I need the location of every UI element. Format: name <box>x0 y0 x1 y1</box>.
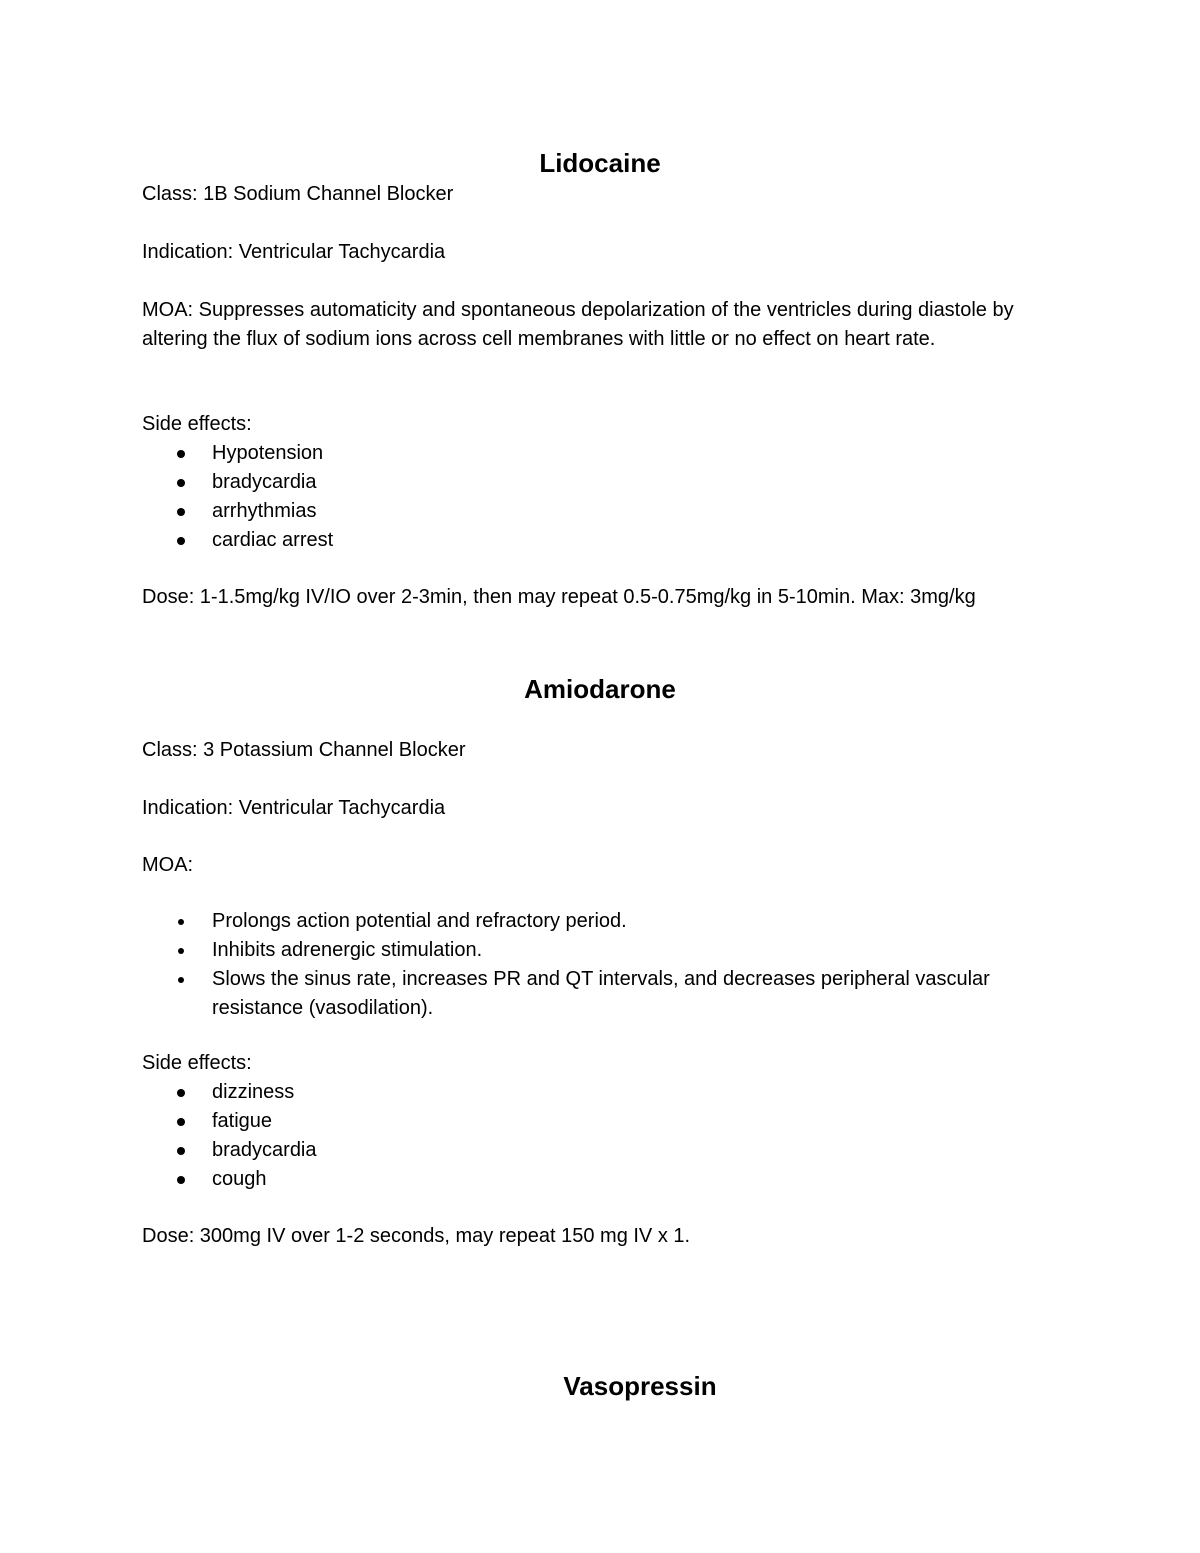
bullet-icon <box>177 1118 185 1126</box>
bullet-icon <box>177 1089 185 1097</box>
bullet-icon <box>177 508 185 516</box>
lidocaine-dose: Dose: 1-1.5mg/kg IV/IO over 2-3min, then may repeat 0.5-0.75mg/kg in 5-10min. Max: 3mg/kg <box>142 586 976 608</box>
side-effect-text: bradycardia <box>212 471 317 493</box>
list-item <box>142 526 1052 555</box>
amiodarone-indication: Indication: Ventricular Tachycardia <box>142 797 446 819</box>
amiodarone-dose: Dose: 300mg IV over 1-2 seconds, may repeat 150 mg IV x 1. <box>142 1225 691 1247</box>
lidocaine-side-effects-label: Side effects: <box>142 413 252 435</box>
side-effect-text: bradycardia <box>212 1139 317 1161</box>
amiodarone-side-effects-list <box>142 1078 1052 1194</box>
side-effect-text: dizziness <box>212 1081 295 1103</box>
amiodarone-moa-list <box>142 907 1052 1023</box>
amiodarone-side-effects-label: Side effects: <box>142 1052 252 1074</box>
bullet-icon <box>177 479 185 487</box>
lidocaine-side-effects-list <box>142 439 1052 555</box>
lidocaine-moa: MOA: Suppresses automaticity and spontaneous depolarization of the ventricles during diastole by altering the flux of sodium ions across cell membranes with little or no effect on heart rate. <box>142 299 1014 350</box>
lidocaine-title: Lidocaine <box>539 148 661 178</box>
list-item <box>142 907 1052 936</box>
bullet-icon <box>178 919 184 925</box>
list-item <box>142 497 1052 526</box>
list-item <box>142 936 1052 965</box>
amiodarone-class: Class: 3 Potassium Channel Blocker <box>142 739 466 761</box>
vasopressin-title: Vasopressin <box>563 1371 717 1401</box>
amiodarone-title: Amiodarone <box>524 674 676 704</box>
list-item <box>142 1165 1052 1194</box>
bullet-icon <box>177 1176 185 1184</box>
moa-point-text: Prolongs action potential and refractory period. <box>212 910 627 932</box>
amiodarone-moa-label: MOA: <box>142 854 194 876</box>
list-item <box>142 468 1052 497</box>
side-effect-text: arrhythmias <box>212 500 317 522</box>
moa-point-text: Slows the sinus rate, increases PR and QT intervals, and decreases peripheral vascular resistance (vasodilation). <box>212 968 990 1019</box>
list-item <box>142 439 1052 468</box>
moa-point-text: Inhibits adrenergic stimulation. <box>212 939 483 961</box>
bullet-icon <box>177 450 185 458</box>
list-item <box>142 1107 1052 1136</box>
side-effect-text: cough <box>212 1168 267 1190</box>
side-effect-text: fatigue <box>212 1110 273 1132</box>
bullet-icon <box>177 537 185 545</box>
side-effect-text: cardiac arrest <box>212 529 334 551</box>
bullet-icon <box>177 1147 185 1155</box>
lidocaine-class: Class: 1B Sodium Channel Blocker <box>142 183 454 205</box>
list-item <box>142 1136 1052 1165</box>
list-item <box>142 965 1052 1023</box>
list-item <box>142 1078 1052 1107</box>
bullet-icon <box>178 977 184 983</box>
lidocaine-indication: Indication: Ventricular Tachycardia <box>142 241 446 263</box>
side-effect-text: Hypotension <box>212 442 324 464</box>
bullet-icon <box>178 948 184 954</box>
